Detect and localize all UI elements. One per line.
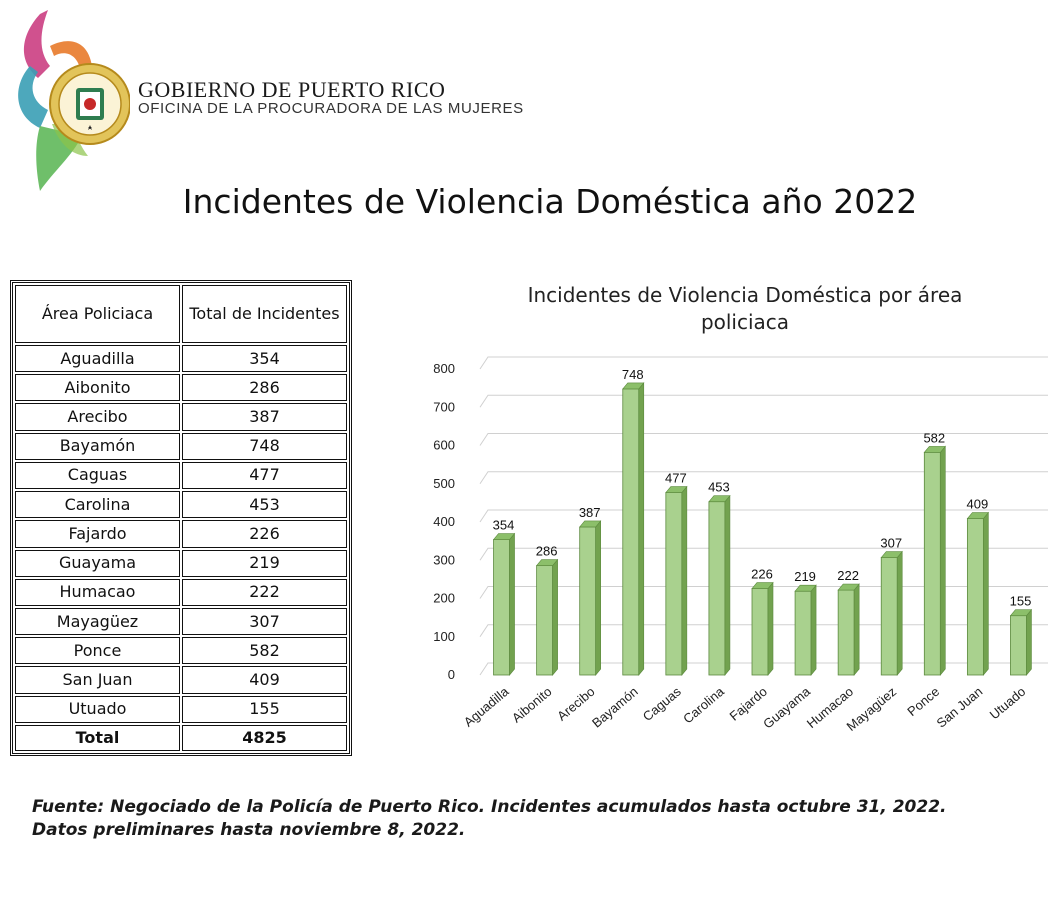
- area-cell: Utuado: [15, 696, 180, 723]
- x-tick-label: Fajardo: [726, 683, 770, 724]
- data-label: 477: [664, 470, 687, 486]
- bar-side: [725, 496, 730, 675]
- bar-front: [881, 558, 897, 675]
- gridline: [480, 510, 1048, 522]
- bar-side: [811, 585, 816, 675]
- y-tick-label: 100: [433, 628, 455, 644]
- chart-title-line: Incidentes de Violencia Doméstica por área: [527, 283, 963, 307]
- chart-title-line: policiaca: [700, 310, 790, 334]
- total-cell: 453: [182, 491, 347, 518]
- bar-front: [623, 389, 639, 675]
- bar-side: [510, 534, 515, 675]
- chart-title: [528, 283, 963, 334]
- gridline: [480, 395, 1048, 407]
- bar: [752, 583, 773, 675]
- total-cell: 354: [182, 345, 347, 372]
- bar: [924, 446, 945, 675]
- gridline: [480, 548, 1048, 560]
- total-cell: 286: [182, 374, 347, 401]
- header-total: Total de Incidentes: [182, 285, 347, 343]
- data-label: 354: [492, 517, 515, 533]
- gridline: [480, 434, 1048, 446]
- table-body: [15, 345, 347, 723]
- total-cell: 226: [182, 520, 347, 547]
- table-row: [15, 550, 347, 577]
- bar-front: [924, 452, 940, 675]
- data-label: 219: [794, 569, 816, 585]
- total-cell: 477: [182, 462, 347, 489]
- y-tick-label: 500: [433, 475, 455, 491]
- bar: [795, 585, 816, 675]
- area-cell: Humacao: [15, 579, 180, 606]
- table-row: [15, 403, 347, 430]
- total-cell: 219: [182, 550, 347, 577]
- bar-side: [768, 583, 773, 675]
- y-tick-label: 200: [433, 590, 455, 606]
- table-row: [15, 696, 347, 723]
- source-line-2: Datos preliminares hasta noviembre 8, 2022.: [32, 820, 466, 840]
- header-area: Área Policiaca: [15, 285, 180, 343]
- data-label: 748: [621, 366, 644, 382]
- x-tick-label: Utuado: [986, 683, 1029, 723]
- y-tick-label: 0: [447, 667, 455, 682]
- area-cell: Arecibo: [15, 403, 180, 430]
- x-tick-label: Humacao: [803, 683, 857, 732]
- area-cell: Ponce: [15, 637, 180, 664]
- x-tick-label: Guayama: [760, 683, 814, 732]
- bar-side: [682, 487, 687, 675]
- table-row: [15, 345, 347, 372]
- incidents-table-container: [10, 280, 352, 756]
- bar-front: [666, 493, 682, 675]
- area-cell: Caguas: [15, 462, 180, 489]
- area-cell: Guayama: [15, 550, 180, 577]
- bar: [623, 383, 644, 675]
- bar-front: [838, 590, 854, 675]
- data-label: 409: [966, 496, 989, 512]
- bar: [967, 513, 988, 675]
- bar: [838, 584, 859, 675]
- total-cell: 409: [182, 666, 347, 693]
- x-tick-label: Aguadilla: [460, 683, 512, 730]
- total-cell: 155: [182, 696, 347, 723]
- area-cell: Fajardo: [15, 520, 180, 547]
- total-value: 4825: [182, 725, 347, 751]
- table-header-row: [15, 285, 347, 343]
- bar: [580, 521, 601, 675]
- y-tick-label: 800: [433, 361, 455, 376]
- x-tick-label: Mayagüez: [843, 683, 900, 734]
- data-label: 387: [578, 504, 601, 520]
- y-tick-label: 700: [433, 399, 455, 415]
- x-tick-label: Arecibo: [554, 683, 598, 724]
- total-cell: 307: [182, 608, 347, 635]
- incidents-table: [13, 283, 349, 753]
- bar-front: [580, 527, 596, 675]
- y-tick-label: 400: [433, 514, 455, 529]
- source-line-1: Fuente: Negociado de la Policía de Puerto Rico. Incidentes acumulados hasta octubre 31, 2022.: [32, 797, 947, 817]
- data-label: 226: [751, 566, 773, 582]
- source-note: [32, 796, 1042, 842]
- bar: [494, 534, 515, 675]
- area-cell: Carolina: [15, 491, 180, 518]
- bar-front: [494, 540, 510, 675]
- table-row: [15, 666, 347, 693]
- bar-side: [639, 383, 644, 675]
- data-label: 286: [535, 543, 558, 559]
- x-tick-label: Aibonito: [508, 683, 555, 726]
- x-tick-label: Carolina: [680, 683, 727, 727]
- x-tick-label: San Juan: [933, 683, 986, 731]
- y-tick-label: 300: [433, 552, 455, 568]
- x-tick-label: Bayamón: [588, 683, 641, 731]
- table-row: [15, 374, 347, 401]
- office-name: OFICINA DE LA PROCURADORA DE LAS MUJERES: [138, 100, 524, 117]
- bar-side: [854, 584, 859, 675]
- bar-front: [537, 566, 553, 675]
- area-cell: Mayagüez: [15, 608, 180, 635]
- bar: [881, 552, 902, 675]
- bar-chart: [400, 270, 1052, 760]
- area-cell: Aibonito: [15, 374, 180, 401]
- bar-front: [752, 589, 768, 675]
- data-label: 222: [837, 568, 860, 584]
- area-cell: San Juan: [15, 666, 180, 693]
- table-row: [15, 520, 347, 547]
- total-cell: 748: [182, 433, 347, 460]
- bar: [666, 487, 687, 675]
- data-labels: [493, 367, 1032, 609]
- bar: [1010, 610, 1031, 675]
- bar-front: [795, 591, 811, 675]
- table-row: [15, 579, 347, 606]
- government-logo: [10, 6, 130, 196]
- bar: [537, 560, 558, 675]
- total-cell: 222: [182, 579, 347, 606]
- government-name: GOBIERNO DE PUERTO RICO: [138, 77, 446, 102]
- data-label: 453: [708, 479, 730, 495]
- area-cell: Aguadilla: [15, 345, 180, 372]
- gridline: [480, 472, 1048, 484]
- data-label: 155: [1009, 593, 1032, 609]
- y-tick-label: 600: [433, 437, 455, 453]
- data-label: 582: [923, 430, 946, 446]
- bar-side: [940, 446, 945, 675]
- page-title: Incidentes de Violencia Doméstica año 2022: [182, 182, 918, 222]
- x-tick-label: Caguas: [639, 683, 684, 725]
- table-row: [15, 462, 347, 489]
- table-row: [15, 433, 347, 460]
- area-cell: Bayamón: [15, 433, 180, 460]
- bar-front: [1010, 616, 1026, 675]
- bar-side: [897, 552, 902, 675]
- bar: [709, 496, 730, 675]
- table-row: [15, 637, 347, 664]
- bar-front: [709, 502, 725, 675]
- total-cell: 387: [182, 403, 347, 430]
- total-label: Total: [15, 725, 180, 751]
- bar-front: [967, 519, 983, 675]
- x-axis-ticks: [461, 683, 1029, 734]
- bar-side: [1026, 610, 1031, 675]
- bar-side: [596, 521, 601, 675]
- table-row: [15, 491, 347, 518]
- table-total-row: [15, 725, 347, 751]
- bar-side: [553, 560, 558, 675]
- data-label: 307: [880, 535, 903, 551]
- gridline: [480, 357, 1048, 369]
- y-axis-ticks: [433, 361, 455, 682]
- table-row: [15, 608, 347, 635]
- total-cell: 582: [182, 637, 347, 664]
- bar-side: [983, 513, 988, 675]
- chart-bars: [494, 383, 1032, 675]
- x-tick-label: Ponce: [904, 683, 943, 720]
